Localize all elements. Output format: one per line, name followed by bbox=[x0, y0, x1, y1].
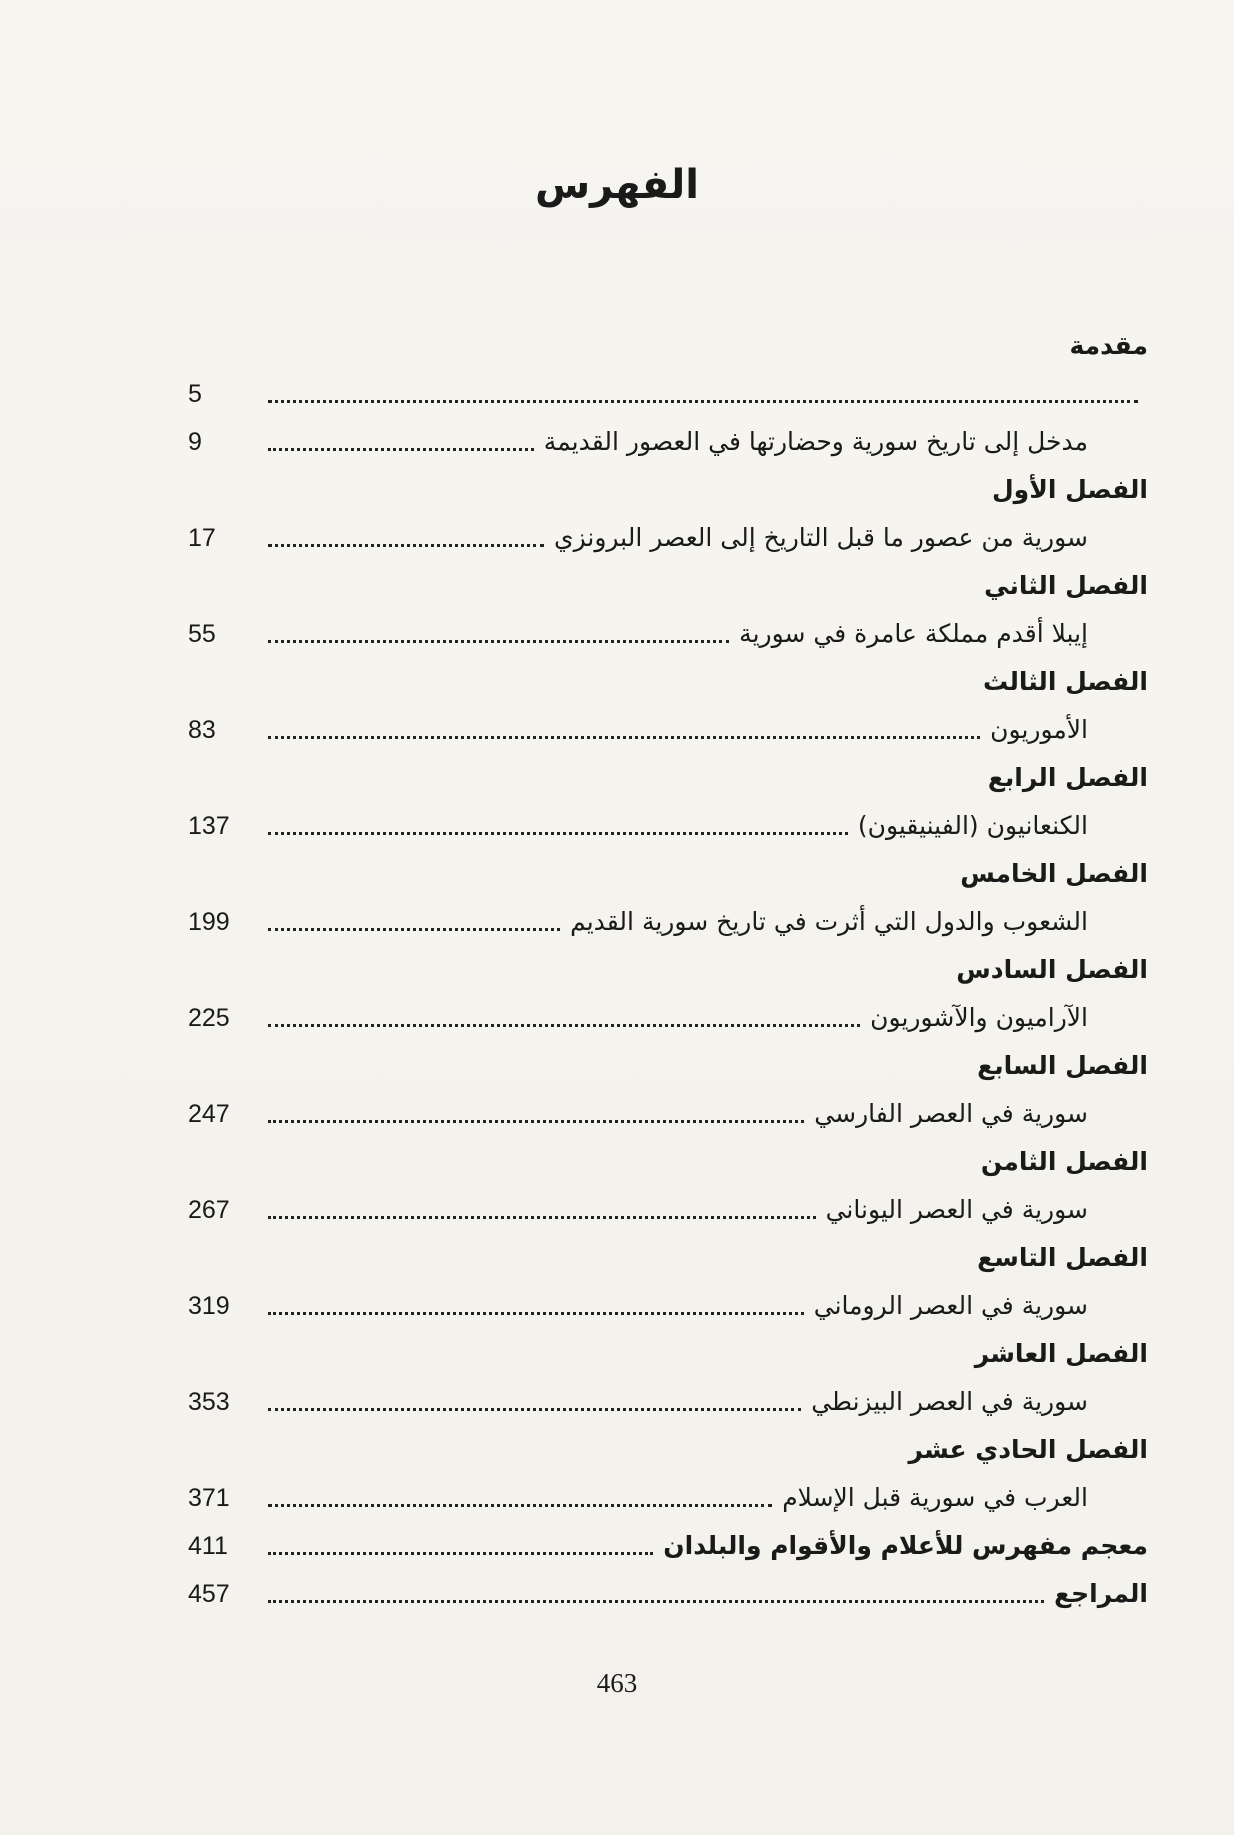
entry-title: سورية من عصور ما قبل التاريخ إلى العصر البرونزي bbox=[554, 523, 1088, 552]
toc-chapter-heading bbox=[188, 850, 1148, 898]
toc-entry bbox=[188, 994, 1148, 1042]
chapter-heading-text: الفصل السادس bbox=[956, 955, 1148, 984]
dot-leader bbox=[268, 543, 544, 547]
dot-leader bbox=[268, 399, 1138, 403]
chapter-heading-text: الفصل السابع bbox=[977, 1051, 1148, 1080]
entry-page-number: 83 bbox=[188, 716, 216, 744]
entry-page-number: 199 bbox=[188, 908, 230, 936]
dot-leader bbox=[268, 1551, 653, 1555]
dot-leader bbox=[268, 639, 729, 643]
entry-page-number: 225 bbox=[188, 1004, 230, 1032]
toc-chapter-heading bbox=[188, 1234, 1148, 1282]
dot-leader bbox=[268, 831, 848, 835]
chapter-heading-text: الفصل الثالث bbox=[982, 667, 1148, 696]
entry-page-number: 9 bbox=[188, 428, 202, 456]
entry-title: الكنعانيون (الفينيقيون) bbox=[857, 811, 1088, 840]
toc-entry bbox=[188, 1378, 1148, 1426]
entry-page-number: 267 bbox=[188, 1196, 230, 1224]
toc-chapter-heading bbox=[188, 466, 1148, 514]
toc-entry bbox=[188, 1282, 1148, 1330]
entry-page-number: 371 bbox=[188, 1484, 230, 1512]
dot-leader bbox=[268, 1599, 1044, 1603]
entry-page-number: 5 bbox=[188, 380, 202, 408]
toc-chapter-heading bbox=[188, 562, 1148, 610]
toc-chapter-heading bbox=[188, 1042, 1148, 1090]
page-number: 463 bbox=[596, 1668, 638, 1698]
toc-chapter-heading bbox=[188, 946, 1148, 994]
toc-chapter-heading bbox=[188, 1330, 1148, 1378]
toc-chapter-heading bbox=[188, 1138, 1148, 1186]
toc-entry bbox=[188, 1090, 1148, 1138]
dot-leader bbox=[268, 1407, 801, 1411]
entry-title: الشعوب والدول التي أثرت في تاريخ سورية القديم bbox=[570, 907, 1088, 936]
dot-leader bbox=[268, 1215, 816, 1219]
toc-entry bbox=[188, 898, 1148, 946]
entry-page-number: 353 bbox=[188, 1388, 230, 1416]
dot-leader bbox=[268, 1023, 860, 1027]
chapter-heading-text: الفصل الثامن bbox=[980, 1147, 1148, 1176]
entry-page-number: 137 bbox=[188, 812, 230, 840]
entry-title: المراجع bbox=[1054, 1579, 1148, 1608]
entry-page-number: 55 bbox=[188, 620, 216, 648]
toc-chapter-heading bbox=[188, 1426, 1148, 1474]
entry-title: مدخل إلى تاريخ سورية وحضارتها في العصور القديمة bbox=[543, 427, 1088, 456]
entry-title: سورية في العصر اليوناني bbox=[825, 1195, 1088, 1224]
chapter-heading-text: الفصل الحادي عشر bbox=[908, 1435, 1148, 1464]
chapter-heading-text: الفصل الأول bbox=[991, 475, 1148, 504]
entry-page-number: 17 bbox=[188, 524, 216, 552]
toc-chapter-heading bbox=[188, 754, 1148, 802]
toc-entry bbox=[188, 1186, 1148, 1234]
toc-chapter-heading bbox=[188, 658, 1148, 706]
entry-title: معجم مفهرس للأعلام والأقوام والبلدان bbox=[663, 1531, 1148, 1560]
table-of-contents bbox=[188, 322, 1148, 1618]
entry-title: الآراميون والآشوريون bbox=[870, 1003, 1088, 1032]
entry-title: سورية في العصر البيزنطي bbox=[811, 1387, 1088, 1416]
chapter-heading-text: مقدمة bbox=[1069, 331, 1148, 360]
chapter-heading-text: الفصل التاسع bbox=[977, 1243, 1148, 1272]
toc-entry bbox=[188, 706, 1148, 754]
dot-leader bbox=[268, 1503, 772, 1507]
entry-title: سورية في العصر الفارسي bbox=[814, 1099, 1088, 1128]
toc-entry bbox=[188, 1570, 1148, 1618]
entry-page-number: 319 bbox=[188, 1292, 230, 1320]
toc-entry bbox=[188, 370, 1148, 418]
dot-leader bbox=[268, 1119, 804, 1123]
entry-title: الأموريون bbox=[990, 715, 1088, 744]
entry-page-number: 457 bbox=[188, 1580, 230, 1608]
toc-chapter-heading bbox=[188, 322, 1148, 370]
toc-entry bbox=[188, 514, 1148, 562]
chapter-heading-text: الفصل الثاني bbox=[984, 571, 1148, 600]
entry-title: العرب في سورية قبل الإسلام bbox=[782, 1483, 1088, 1512]
toc-entry bbox=[188, 418, 1148, 466]
chapter-heading-text: الفصل الخامس bbox=[960, 859, 1148, 888]
toc-entry bbox=[188, 1522, 1148, 1570]
dot-leader bbox=[268, 927, 560, 931]
page-title: الفهرس bbox=[534, 162, 699, 208]
dot-leader bbox=[268, 447, 534, 451]
entry-title: سورية في العصر الروماني bbox=[813, 1291, 1088, 1320]
dot-leader bbox=[268, 735, 980, 739]
toc-entry bbox=[188, 1474, 1148, 1522]
entry-page-number: 247 bbox=[188, 1100, 230, 1128]
chapter-heading-text: الفصل الرابع bbox=[987, 763, 1148, 792]
toc-entry bbox=[188, 610, 1148, 658]
chapter-heading-text: الفصل العاشر bbox=[974, 1339, 1148, 1368]
dot-leader bbox=[268, 1311, 804, 1315]
toc-entry bbox=[188, 802, 1148, 850]
entry-page-number: 411 bbox=[188, 1532, 228, 1560]
entry-title: إيبلا أقدم مملكة عامرة في سورية bbox=[739, 619, 1088, 648]
